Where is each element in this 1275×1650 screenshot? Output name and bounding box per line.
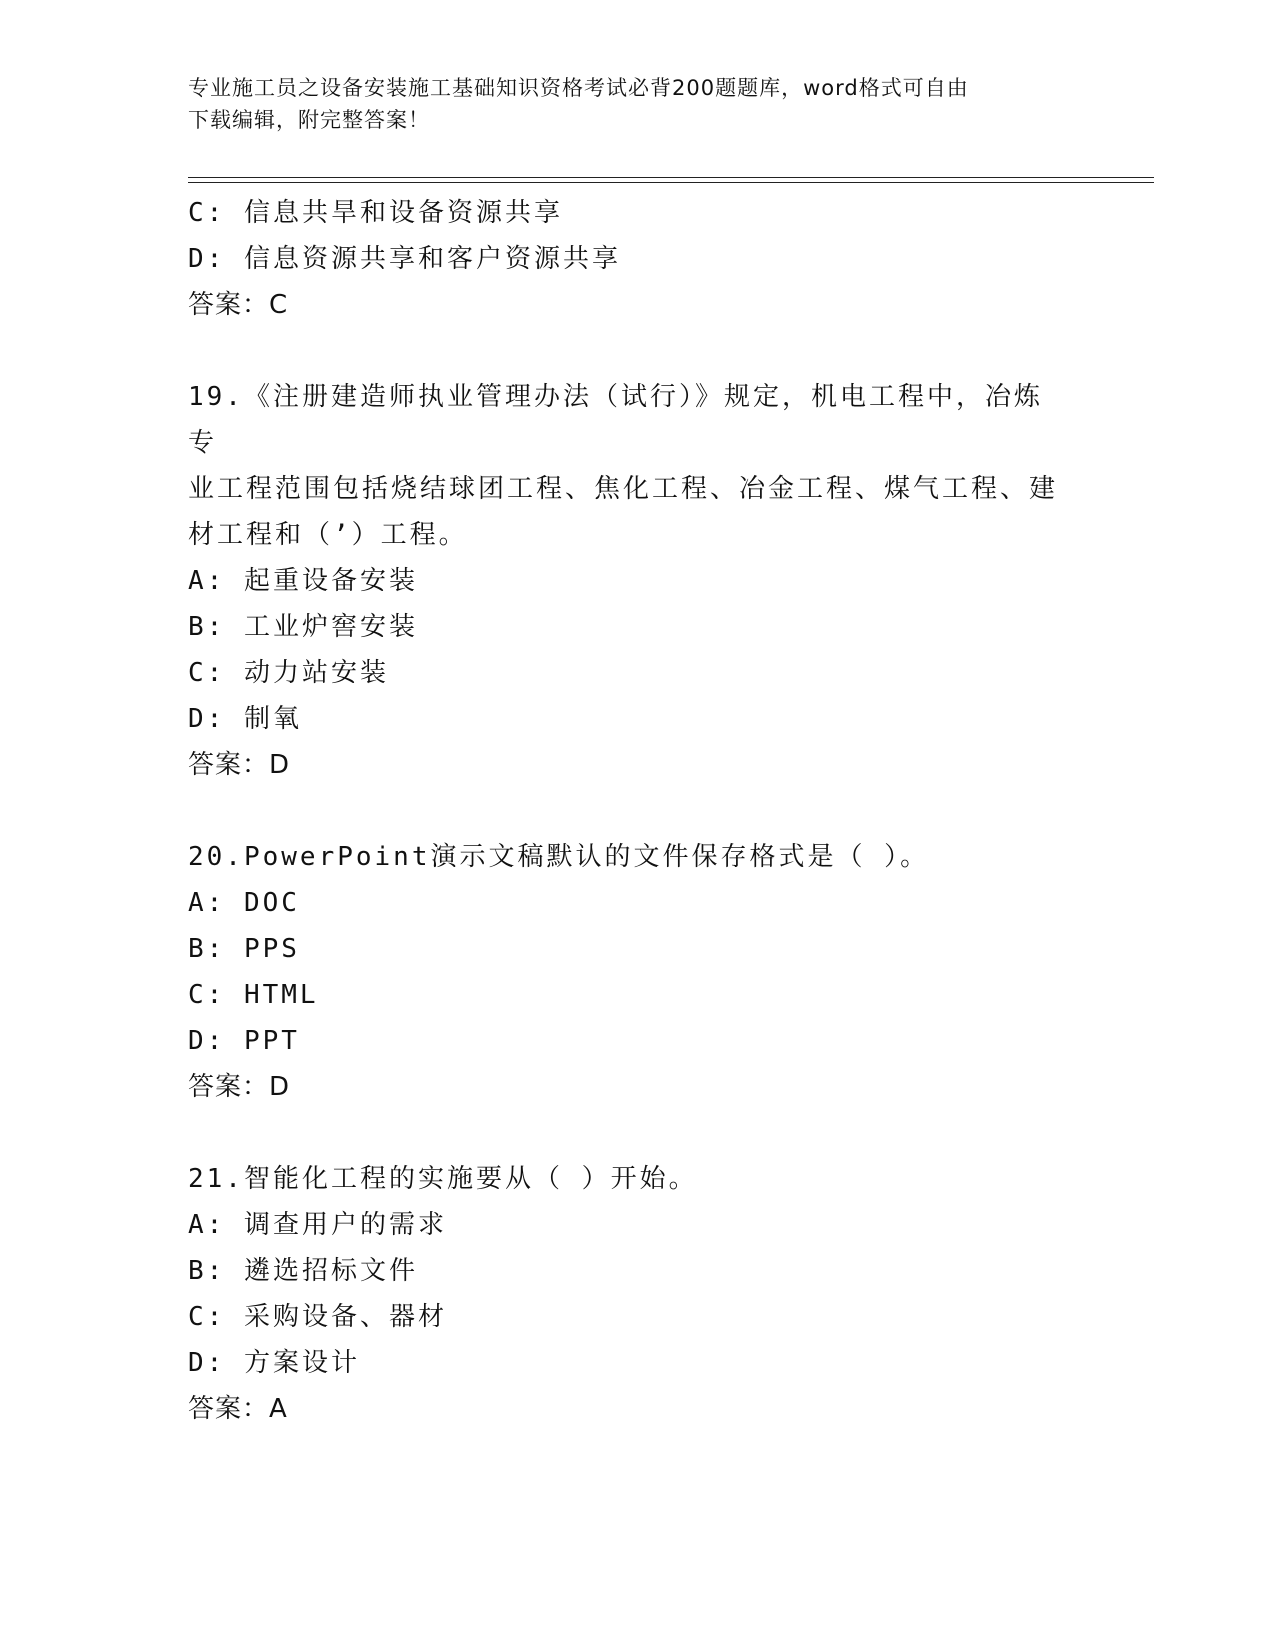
option-c: C: 信息共旱和设备资源共享 — [188, 198, 563, 228]
option-b: B: 遴选招标文件 — [188, 1256, 418, 1286]
question-stem — [188, 834, 1068, 880]
option-d: D: PPT — [188, 1026, 300, 1056]
spacer — [188, 328, 1088, 374]
option-a: A: 起重设备安装 — [188, 566, 418, 596]
answer-line: 答案：C — [188, 290, 289, 320]
option-b: B: 工业炉窖安装 — [188, 612, 418, 642]
header-divider-top — [188, 177, 1154, 178]
option-b: B: PPS — [188, 934, 300, 964]
header-line-1: 专业施工员之设备安装施工基础知识资格考试必背200题题库，word格式可自由 — [188, 76, 969, 100]
option-d: D: 信息资源共享和客户资源共享 — [188, 244, 621, 274]
question-19 — [188, 374, 1088, 788]
option-c: C: 采购设备、器材 — [188, 1302, 447, 1332]
option-c: C: HTML — [188, 980, 319, 1010]
question-18-tail — [188, 190, 1088, 328]
stem-line: 20.PowerPoint演示文稿默认的文件保存格式是（ ）。 — [188, 842, 930, 872]
option-a: A: 调查用户的需求 — [188, 1210, 447, 1240]
stem-line: 19.《注册建造师执业管理办法（试行）》规定，机电工程中，冶炼专 — [188, 382, 1043, 458]
header-line-2: 下载编辑，附完整答案！ — [188, 108, 430, 132]
question-21 — [188, 1156, 1088, 1432]
stem-line: 业工程范围包括烧结球团工程、焦化工程、冶金工程、煤气工程、建 — [188, 474, 1059, 504]
answer-line: 答案：D — [188, 750, 291, 780]
answer-line: 答案：A — [188, 1394, 288, 1424]
question-20 — [188, 834, 1088, 1110]
option-c: C: 动力站安装 — [188, 658, 389, 688]
stem-line: 材工程和（’）工程。 — [188, 520, 468, 550]
document-header — [188, 72, 1088, 136]
option-a: A: DOC — [188, 888, 300, 918]
option-d: D: 方案设计 — [188, 1348, 360, 1378]
stem-line: 21.智能化工程的实施要从（ ）开始。 — [188, 1164, 698, 1194]
question-stem — [188, 374, 1068, 558]
header-divider-bottom — [188, 182, 1154, 183]
option-d: D: 制氧 — [188, 704, 302, 734]
spacer — [188, 788, 1088, 834]
question-stem — [188, 1156, 1068, 1202]
question-list — [188, 190, 1088, 1432]
spacer — [188, 1110, 1088, 1156]
answer-line: 答案：D — [188, 1072, 291, 1102]
